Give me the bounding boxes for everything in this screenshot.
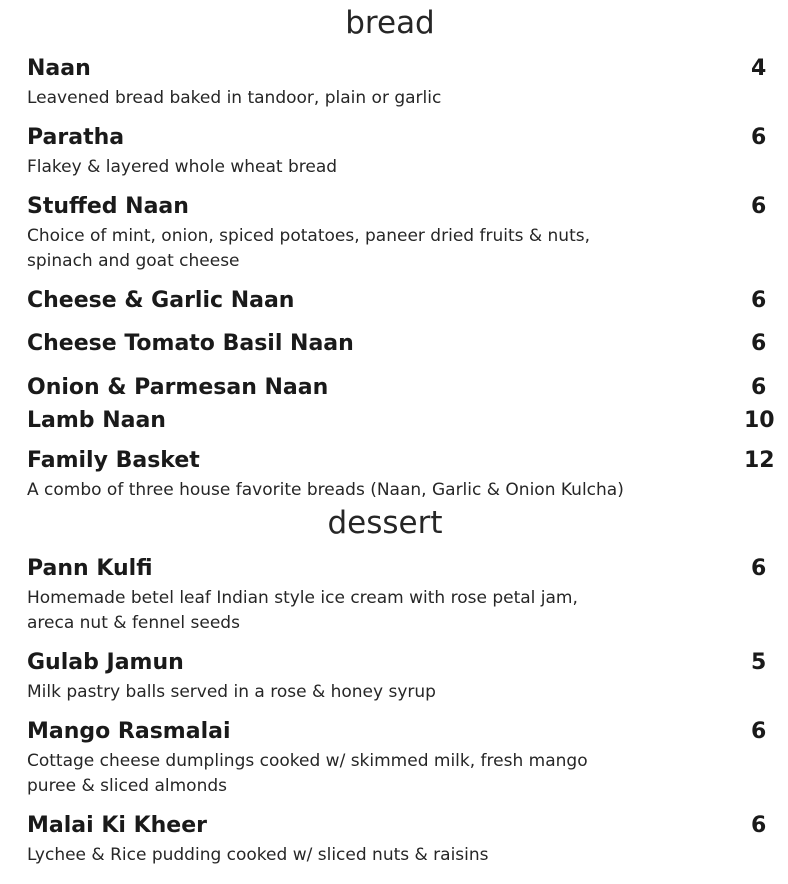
item-price: 12 [744, 448, 775, 473]
item-name: Lamb Naan [27, 408, 166, 433]
item-name: Naan [27, 56, 91, 81]
item-description: Milk pastry balls served in a rose & honey syrup [27, 682, 436, 702]
item-price: 10 [744, 408, 775, 433]
item-price: 6 [751, 288, 767, 313]
item-price: 6 [751, 375, 767, 400]
bread-section-title: bread [345, 5, 435, 41]
item-description: Homemade betel leaf Indian style ice cream with rose petal jam, areca nut & fennel seeds [27, 588, 578, 633]
item-description: A combo of three house favorite breads (Naan, Garlic & Onion Kulcha) [27, 480, 624, 500]
item-price: 6 [751, 194, 767, 219]
item-name: Cheese & Garlic Naan [27, 288, 295, 313]
item-description: Leavened bread baked in tandoor, plain or garlic [27, 88, 442, 108]
item-name: Mango Rasmalai [27, 719, 231, 744]
item-price: 6 [751, 813, 767, 838]
item-name: Gulab Jamun [27, 650, 184, 675]
item-name: Pann Kulfi [27, 556, 153, 581]
item-price: 6 [751, 719, 767, 744]
item-price: 5 [751, 650, 767, 675]
item-description: Choice of mint, onion, spiced potatoes, paneer dried fruits & nuts, spinach and goat cheese [27, 226, 591, 271]
item-name: Paratha [27, 125, 125, 150]
item-description: Flakey & layered whole wheat bread [27, 157, 338, 177]
item-price: 6 [751, 556, 767, 581]
item-name: Family Basket [27, 448, 200, 473]
item-name: Stuffed Naan [27, 194, 189, 219]
item-price: 4 [751, 56, 767, 81]
item-description: Lychee & Rice pudding cooked w/ sliced nuts & raisins [27, 845, 489, 865]
item-description: Cottage cheese dumplings cooked w/ skimmed milk, fresh mango puree & sliced almonds [27, 751, 588, 796]
item-name: Malai Ki Kheer [27, 813, 207, 838]
item-price: 6 [751, 125, 767, 150]
item-price: 6 [751, 331, 767, 356]
dessert-section-title: dessert [327, 505, 443, 541]
item-name: Cheese Tomato Basil Naan [27, 331, 354, 356]
item-name: Onion & Parmesan Naan [27, 375, 329, 400]
